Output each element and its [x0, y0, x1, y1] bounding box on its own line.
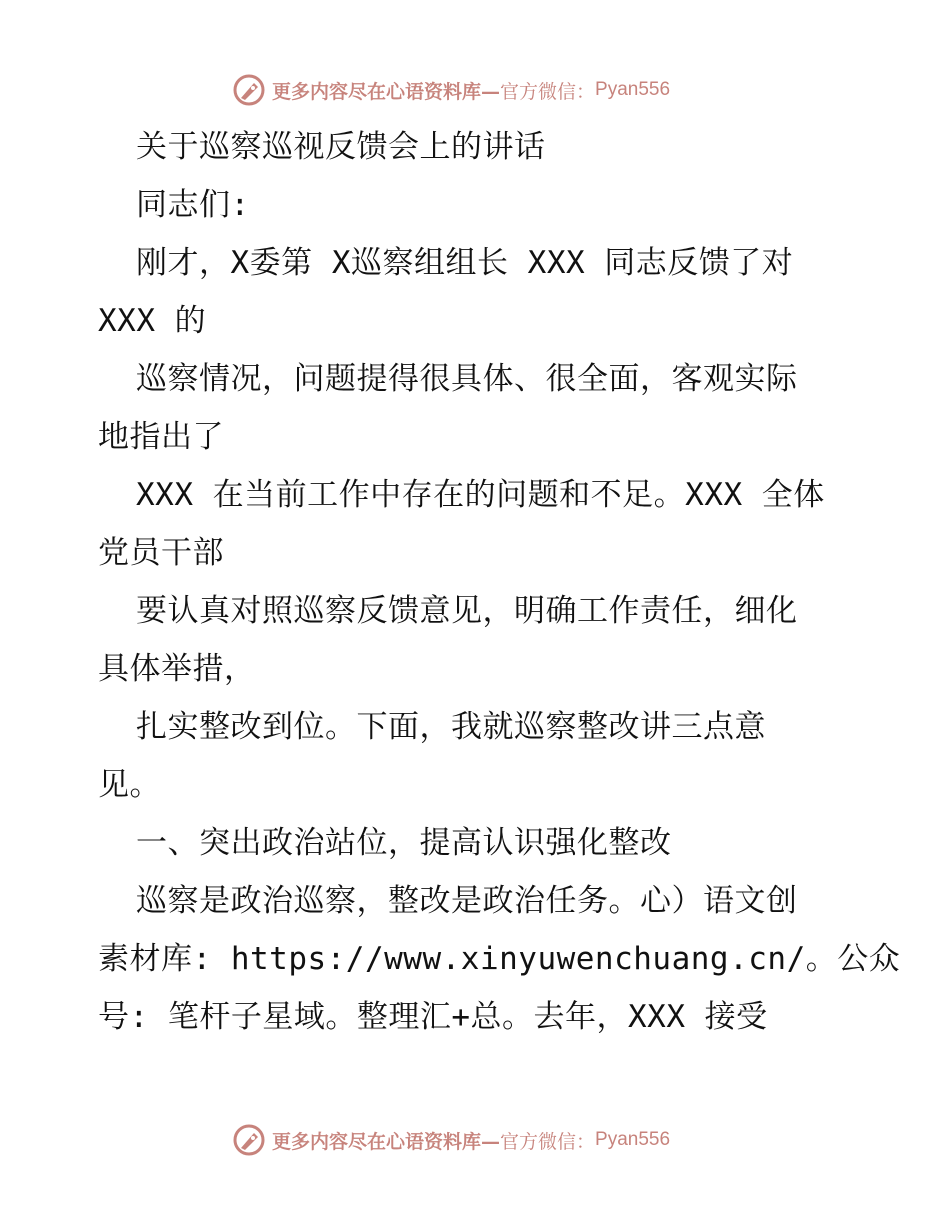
- paragraph-line: 巡察是政治巡察，整改是政治任务。心）语文创: [136, 883, 798, 919]
- document-body: [98, 118, 901, 1046]
- document-title: 关于巡察巡视反馈会上的讲话: [136, 129, 546, 165]
- paragraph-line: 党员干部: [98, 535, 224, 571]
- paragraph-line: 地指出了: [98, 419, 224, 455]
- watermark-text: 更多内容尽在心语资料库—: [272, 1130, 501, 1153]
- paragraph-line: 刚才，X委第 X巡察组组长 XXX 同志反馈了对: [136, 245, 794, 281]
- paragraph-line: 要认真对照巡察反馈意见，明确工作责任，细化: [136, 593, 798, 629]
- section-heading: 一、突出政治站位，提高认识强化整改: [136, 825, 672, 861]
- paragraph-line: 素材库: https://www.xinyuwenchuang.cn/。公众: [98, 941, 901, 977]
- watermark-text: 更多内容尽在心语资料库—: [272, 80, 501, 103]
- watermark-wechat-id: Pyan556: [595, 1129, 671, 1150]
- paragraph-line: XXX 的: [98, 303, 207, 339]
- pen-nib-icon: [232, 73, 266, 107]
- header-watermark: [232, 72, 670, 108]
- footer-watermark: [232, 1122, 670, 1158]
- watermark-wechat-label: 官方微信：: [500, 1130, 596, 1153]
- pen-nib-icon: [232, 1123, 266, 1157]
- paragraph-line: 见。: [98, 767, 161, 803]
- paragraph-line: 巡察情况，问题提得很具体、很全面，客观实际: [136, 361, 798, 397]
- document-greeting: 同志们:: [136, 187, 250, 223]
- watermark-wechat-label: 官方微信：: [500, 80, 596, 103]
- paragraph-line: XXX 在当前工作中存在的问题和不足。XXX 全体: [136, 477, 825, 513]
- watermark-wechat-id: Pyan556: [595, 79, 671, 100]
- paragraph-line: 号: 笔杆子星域。整理汇+总。去年，XXX 接受: [98, 999, 768, 1035]
- paragraph-line: 具体举措，: [98, 651, 256, 687]
- paragraph-line: 扎实整改到位。下面，我就巡察整改讲三点意: [136, 709, 766, 745]
